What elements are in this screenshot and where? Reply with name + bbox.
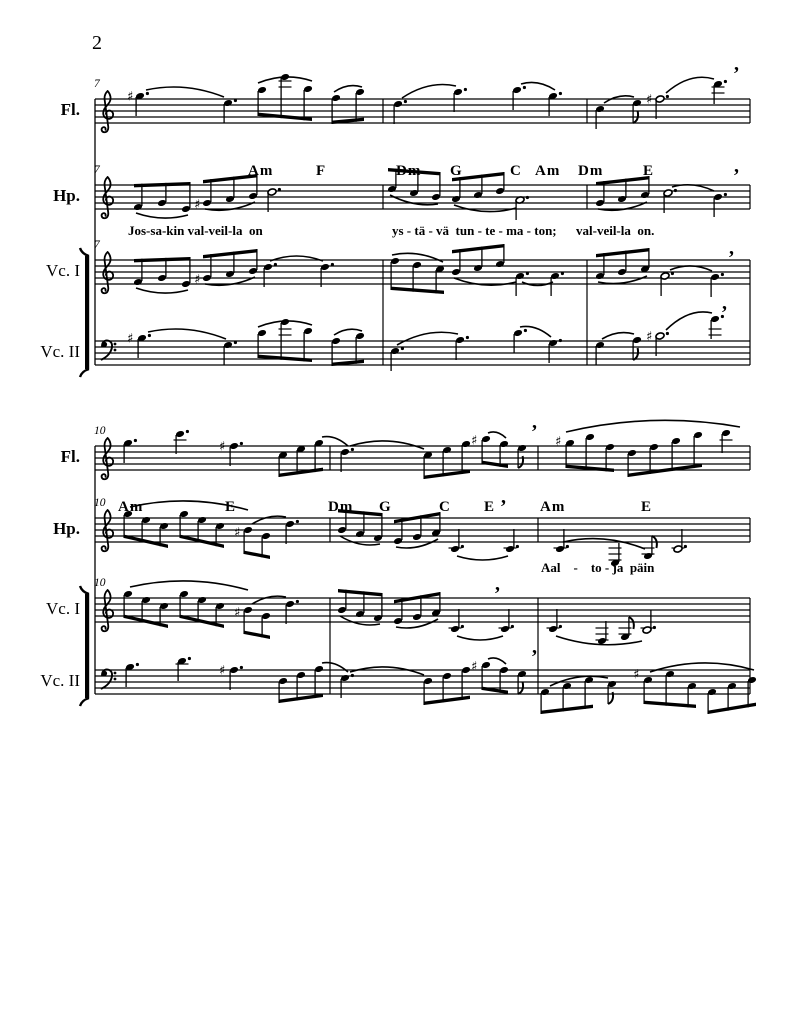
slur [322,437,348,446]
augmentation-dot [404,100,407,103]
slur [350,667,424,675]
augmentation-dot [274,263,277,266]
chord-symbol: F [316,163,327,179]
sharp-accidental: ♯ [127,89,134,105]
staff-label-cello-2: Vc. II [40,671,80,690]
augmentation-dot [559,625,562,628]
treble-clef [102,177,114,218]
chord-symbol: Dm [578,163,604,179]
slur [136,288,188,293]
slur [392,253,443,262]
augmentation-dot [526,196,529,199]
augmentation-dot [464,88,467,91]
chord-symbol: G [379,499,392,515]
augmentation-dot [559,92,562,95]
beam [244,631,270,639]
sharp-accidental: ♯ [471,433,478,449]
augmentation-dot [186,430,189,433]
beam [124,615,168,628]
augmentation-dot [684,545,687,548]
page-number: 2 [92,32,102,54]
augmentation-dot [401,347,404,350]
beam [566,465,614,472]
measure-number: 7 [94,239,100,251]
lyric-line: Jos-sa-kin val-veil-la on [128,223,263,238]
lyric-line: val-veil-la on. [576,223,655,238]
beam [244,551,270,559]
augmentation-dot [523,86,526,89]
sharp-accidental: ♯ [234,605,241,621]
staff-label-harp: Hp. [53,186,80,205]
staff-label-harp: Hp. [53,519,80,538]
augmentation-dot [674,189,677,192]
augmentation-dot [559,339,562,342]
chord-symbol: G [450,163,463,179]
augmentation-dot [566,545,569,548]
augmentation-dot [724,80,727,83]
chord-symbol: C [439,499,451,515]
augmentation-dot [134,439,137,442]
slur [670,266,712,271]
chord-symbol: Am [540,499,566,515]
breath-mark: ’ [500,496,507,518]
beam [708,703,756,714]
slur [146,87,224,97]
staff-label-flute: Fl. [60,447,80,466]
treble-clef [102,252,114,293]
breath-mark: ’ [494,583,501,605]
augmentation-dot [671,272,674,275]
lyric-line: ys - tä - vä tun - te - ma - ton; [392,223,557,238]
breath-mark: ’ [733,165,740,187]
beam [482,461,508,468]
beam [180,535,224,548]
slur [650,663,754,672]
augmentation-dot [524,329,527,332]
augmentation-dot [351,448,354,451]
augmentation-dot [653,626,656,629]
chord-symbol: Dm [328,499,354,515]
chord-symbol: E [225,499,237,515]
breath-mark: ’ [531,646,538,668]
slur [340,616,380,625]
cello-group-bracket [85,256,89,369]
bass-clef [114,672,117,675]
breath-mark: ’ [733,63,740,85]
slur [350,441,424,449]
augmentation-dot [351,674,354,677]
chord-symbol: E [484,499,496,515]
slur [602,333,634,339]
augmentation-dot [240,666,243,669]
slur [666,77,714,93]
slur [402,85,456,99]
staff-label-flute: Fl. [60,100,80,119]
slur [454,205,516,212]
slur [252,516,286,524]
measure-number: 10 [94,497,106,509]
augmentation-dot [240,442,243,445]
sharp-accidental: ♯ [194,197,201,213]
staff-label-cello-1: Vc. I [46,599,80,618]
beam [124,535,168,548]
beam [180,615,224,628]
cello-group-bracket [85,594,89,698]
slur [563,539,645,549]
slur [521,82,555,90]
breath-mark: ’ [728,247,735,269]
augmentation-dot [466,336,469,339]
eighth-flag [629,617,634,629]
augmentation-dot [296,520,299,523]
treble-clef [102,510,114,551]
chord-symbol: Am [118,499,144,515]
slur [148,329,226,339]
beam [424,470,470,479]
slur [550,676,608,686]
bass-clef [114,678,117,681]
augmentation-dot [516,545,519,548]
sharp-accidental: ♯ [646,329,653,345]
sharp-accidental: ♯ [471,659,478,675]
slur [457,556,508,560]
sharp-accidental: ♯ [633,667,640,683]
beam [279,694,323,703]
beam [279,468,323,477]
treble-clef [102,438,114,479]
augmentation-dot [511,625,514,628]
slur [488,432,506,438]
slur [457,636,503,640]
augmentation-dot [148,334,151,337]
sharp-accidental: ♯ [555,434,562,450]
augmentation-dot [461,625,464,628]
slur [488,658,506,664]
slur [666,312,712,330]
treble-clef [102,590,114,631]
slur [672,185,714,191]
treble-clef [102,91,114,132]
slur [136,213,188,218]
bass-clef [114,349,117,352]
lyric-line: Aal - to - ja päin [541,560,655,575]
augmentation-dot [136,663,139,666]
augmentation-dot [296,600,299,603]
sharp-accidental: ♯ [219,663,226,679]
slur [340,536,380,545]
slur [252,596,286,604]
measure-number: 10 [94,425,106,437]
augmentation-dot [461,545,464,548]
breath-mark: ’ [531,421,538,443]
augmentation-dot [234,99,237,102]
augmentation-dot [146,92,149,95]
sharp-accidental: ♯ [219,439,226,455]
staff-label-cello-1: Vc. I [46,261,80,280]
sharp-accidental: ♯ [234,525,241,541]
beam [338,589,382,596]
augmentation-dot [278,188,281,191]
breath-mark: ’ [721,302,728,324]
augmentation-dot [666,332,669,335]
augmentation-dot [666,95,669,98]
slur [397,332,458,345]
augmentation-dot [724,193,727,196]
augmentation-dot [331,263,334,266]
measure-number: 7 [94,164,100,176]
augmentation-dot [188,657,191,660]
slur [598,276,647,284]
augmentation-dot [526,272,529,275]
slur [396,539,438,548]
augmentation-dot [561,272,564,275]
measure-number: 10 [94,577,106,589]
slur [130,581,248,590]
sharp-accidental: ♯ [194,272,201,288]
chord-symbol: E [643,163,655,179]
slur [396,619,438,628]
sharp-accidental: ♯ [646,92,653,108]
measure-number: 7 [94,78,100,90]
chord-symbol: Am [535,163,561,179]
augmentation-dot [721,273,724,276]
augmentation-dot [234,341,237,344]
chord-symbol: E [641,499,653,515]
slur [322,663,348,672]
slur [566,420,740,432]
eighth-flag [633,348,638,360]
staff-label-cello-2: Vc. II [40,342,80,361]
beam [424,696,470,705]
chord-symbol: Dm [396,163,422,179]
chord-symbol: C [510,163,522,179]
sharp-accidental: ♯ [127,331,134,347]
bass-clef [114,343,117,346]
chord-symbol: Am [248,163,274,179]
